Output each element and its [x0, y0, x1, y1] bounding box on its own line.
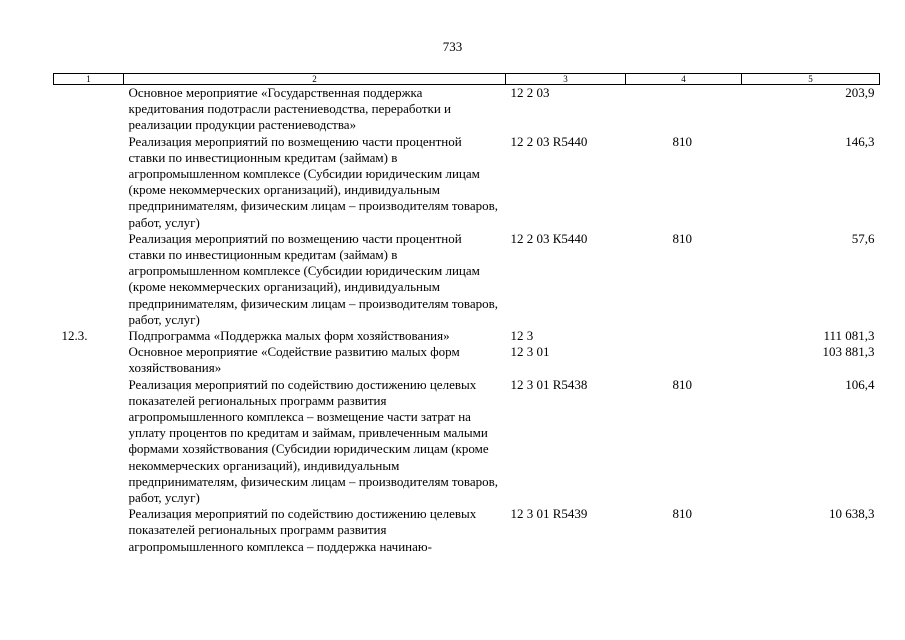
row-amount: 57,6 [851, 230, 875, 246]
row-amount: 203,9 [845, 85, 875, 100]
column-header: 4 [626, 74, 742, 85]
table-row [54, 85, 880, 134]
table-row [54, 344, 880, 376]
budget-table [53, 73, 880, 555]
table-header [54, 74, 880, 85]
row-name: Подпрограмма «Поддержка малых форм хозяйствования» [128, 328, 450, 344]
row-expense-type: 810 [672, 376, 692, 392]
row-code: 12 2 03 [510, 85, 550, 100]
table-row [54, 328, 880, 344]
row-name: Реализация мероприятий по содействию достижению целевых показателей региональных программ развития агропромышленного комплекса – поддержка начинаю- [128, 506, 477, 554]
row-number [54, 231, 124, 328]
row-expense-type: 810 [672, 230, 692, 246]
row-number [54, 377, 124, 507]
row-code: 12 3 01 R5439 [510, 506, 588, 522]
row-code: 12 3 [510, 328, 534, 344]
row-number [54, 506, 124, 555]
row-code: 12 3 01 R5438 [510, 376, 588, 392]
row-expense-type [626, 85, 742, 134]
row-number: 12.3. [61, 328, 88, 344]
row-expense-type [626, 328, 742, 344]
row-number [54, 85, 124, 134]
row-number [54, 344, 124, 376]
row-name: Реализация мероприятий по содействию достижению целевых показателей региональных программ развития агропромышленного комплекса – возмещение части затрат на уплату процентов по кредитам и займам, привлеченным малыми формами хозяйствования (Субсидии юридическим лицам (кроме некоммерческих организаций), индивидуальным предпринимателям, физическим лицам – производителям товаров, работ, услуг) [128, 376, 499, 506]
row-code: 12 3 01 [510, 344, 550, 360]
row-name: Основное мероприятие «Государственная поддержка кредитования подотрасли растениеводства, переработки и реализации продукции растениеводства» [128, 85, 451, 133]
row-expense-type: 810 [672, 506, 692, 522]
row-amount: 10 638,3 [829, 506, 875, 522]
column-header: 5 [742, 74, 880, 85]
row-amount: 103 881,3 [822, 344, 875, 360]
row-amount: 146,3 [845, 133, 875, 149]
row-amount: 106,4 [845, 376, 875, 392]
row-expense-type [626, 344, 742, 376]
column-header: 1 [54, 74, 124, 85]
row-expense-type: 810 [672, 133, 692, 149]
table-row [54, 377, 880, 507]
table-body [54, 85, 880, 555]
table-row [54, 134, 880, 231]
row-amount: 111 081,3 [823, 328, 875, 344]
row-name: Основное мероприятие «Содействие развитию малых форм хозяйствования» [128, 344, 460, 376]
row-number [54, 134, 124, 231]
row-code: 12 2 03 К5440 [510, 230, 588, 246]
table-row [54, 506, 880, 555]
row-name: Реализация мероприятий по возмещению части процентной ставки по инвестиционным кредитам (займам) в агропромышленном комплексе (Субсидии юридическим лицам (кроме некоммерческих организаций), индивидуальным предпринимателям, физическим лицам – производителям товаров, работ, услуг) [128, 133, 499, 230]
column-header: 2 [124, 74, 506, 85]
page-number: 733 [442, 39, 463, 54]
row-code: 12 2 03 R5440 [510, 133, 588, 149]
table-row [54, 231, 880, 328]
row-name: Реализация мероприятий по возмещению части процентной ставки по инвестиционным кредитам (займам) в агропромышленном комплексе (Субсидии юридическим лицам (кроме некоммерческих организаций), индивидуальным предпринимателям, физическим лицам – производителям товаров, работ, услуг) [128, 230, 499, 327]
column-header: 3 [506, 74, 626, 85]
